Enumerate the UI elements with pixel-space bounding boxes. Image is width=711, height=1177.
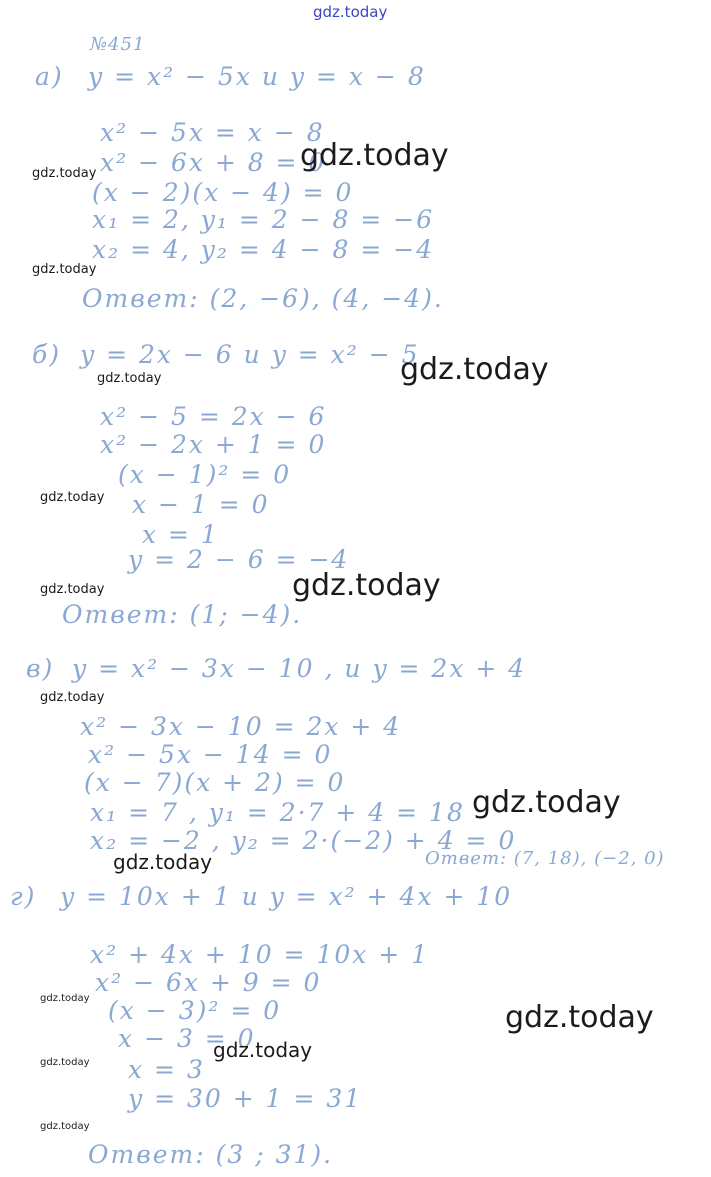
watermark: gdz.today: [292, 568, 441, 603]
part-b-step-1: x² − 5 = 2x − 6: [100, 402, 327, 431]
part-v-marker: в): [26, 654, 55, 683]
part-v-step-1: x² − 3x − 10 = 2x + 4: [80, 712, 402, 741]
part-g-step-5: x = 3: [128, 1055, 205, 1084]
part-a-step-2: x² − 6x + 8 = 0: [100, 148, 327, 177]
part-b-step-6: y = 2 − 6 = −4: [128, 545, 350, 574]
part-g-step-2: x² − 6x + 9 = 0: [95, 968, 322, 997]
part-a-statement: y = x² − 5x и y = x − 8: [88, 62, 426, 91]
watermark: gdz.today: [300, 138, 449, 173]
part-b-step-3: (x − 1)² = 0: [118, 460, 292, 489]
part-a-answer: Ответ: (2, −6), (4, −4).: [82, 284, 444, 313]
problem-number: №451: [90, 34, 146, 55]
part-v-answer: Ответ: (7, 18), (−2, 0): [425, 848, 665, 869]
part-a-marker: а): [35, 62, 64, 91]
part-v-step-4: x₁ = 7 , y₁ = 2·7 + 4 = 18: [90, 798, 465, 827]
watermark: gdz.today: [505, 1000, 654, 1035]
part-b-marker: б): [32, 340, 62, 369]
part-a-step-4: x₁ = 2, y₁ = 2 − 8 = −6: [92, 205, 435, 234]
part-b-step-5: x = 1: [142, 520, 219, 549]
watermark: gdz.today: [40, 1121, 90, 1132]
watermark: gdz.today: [40, 582, 105, 597]
watermark: gdz.today: [97, 371, 162, 386]
part-b-step-4: x − 1 = 0: [132, 490, 270, 519]
part-a-step-1: x² − 5x = x − 8: [100, 118, 325, 147]
part-g-step-3: (x − 3)² = 0: [108, 996, 282, 1025]
part-v-statement: y = x² − 3x − 10 , и y = 2x + 4: [72, 654, 527, 683]
watermark: gdz.today: [40, 490, 105, 505]
watermark: gdz.today: [113, 850, 213, 874]
watermark: gdz.today: [400, 352, 549, 387]
watermark: gdz.today: [40, 993, 90, 1004]
part-b-statement: y = 2x − 6 и y = x² − 5: [80, 340, 420, 369]
part-g-step-4: x − 3 = 0: [118, 1024, 256, 1053]
watermark: gdz.today: [32, 262, 97, 277]
part-g-step-1: x² + 4x + 10 = 10x + 1: [90, 940, 430, 969]
watermark: gdz.today: [40, 690, 105, 705]
part-a-step-3: (x − 2)(x − 4) = 0: [92, 178, 354, 207]
part-g-statement: y = 10x + 1 и y = x² + 4x + 10: [60, 882, 513, 911]
watermark: gdz.today: [32, 166, 97, 181]
part-a-step-5: x₂ = 4, y₂ = 4 − 8 = −4: [92, 235, 435, 264]
site-header-logo[interactable]: gdz.today: [313, 3, 388, 21]
part-g-step-6: y = 30 + 1 = 31: [128, 1084, 363, 1113]
part-v-step-2: x² − 5x − 14 = 0: [88, 740, 333, 769]
part-g-marker: г): [10, 882, 37, 911]
part-b-answer: Ответ: (1; −4).: [62, 600, 303, 629]
part-b-step-2: x² − 2x + 1 = 0: [100, 430, 327, 459]
part-v-step-5: x₂ = −2 , y₂ = 2·(−2) + 4 = 0: [90, 826, 517, 855]
part-g-answer: Ответ: (3 ; 31).: [88, 1140, 334, 1169]
watermark: gdz.today: [213, 1038, 313, 1062]
part-v-step-3: (x − 7)(x + 2) = 0: [84, 768, 346, 797]
watermark: gdz.today: [472, 785, 621, 820]
watermark: gdz.today: [40, 1057, 90, 1068]
